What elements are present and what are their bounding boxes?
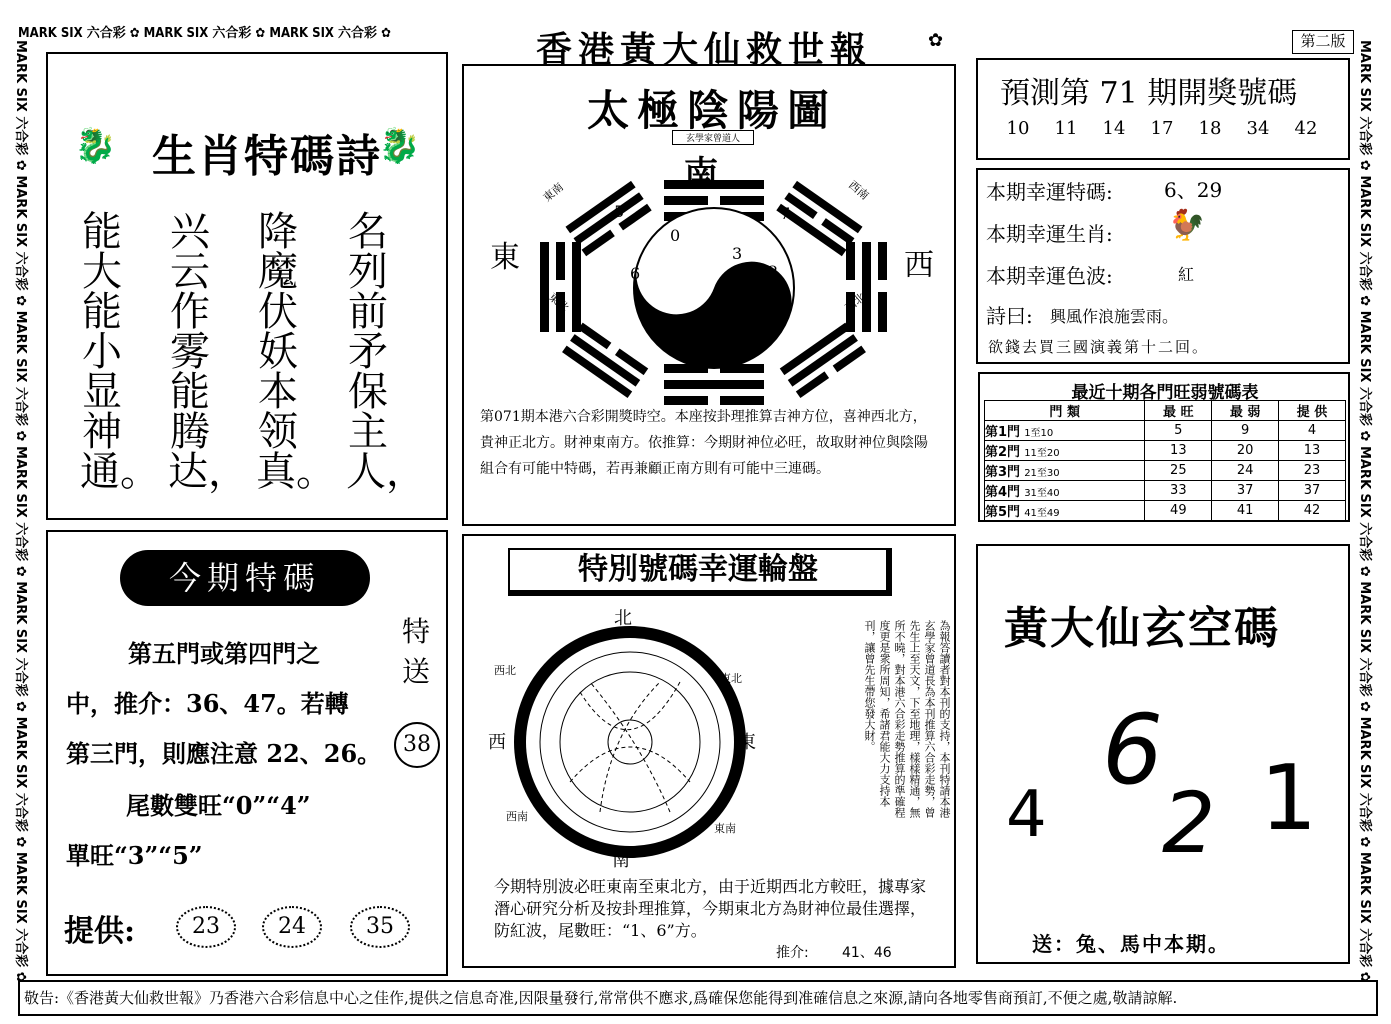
taiji-east: 東 [490,240,520,275]
table-header: 最 弱 [1212,401,1279,421]
taiji-number: 2 [768,262,779,281]
prediction-numbers [994,118,1334,139]
poem-line: 興風作浪施雲雨。 [1050,307,1179,326]
lucky-zodiac-label: 本期幸運生肖: [986,222,1113,246]
recommend-values: 41、46 [842,945,892,961]
taiji-caption: 玄學家曾道人 [672,130,754,145]
lucky-number-label: 本期幸運特碼: [986,180,1113,204]
xuankong-title: 黃大仙玄空碼 [1004,603,1280,654]
door-table [984,400,1346,521]
notice-bar: 敬告:《香港黃大仙救世報》乃香港六合彩信息中心之佳作,提供之信息奇准,因限量發行,常常供不應求,爲確保您能得到准確信息之來源,請向各地零售商預訂,不便之處,敬請諒解. [18,980,1378,1016]
taiji-description: 第071期本港六合彩開獎時空。本座按卦理推算吉神方位，喜神西北方，貴神正北方。財神東南方。依推算：今期財神位必旺，故取財神位與陰陽組合有可能中特碼，若再兼顧正南方則有可能中三連碼。 [480,409,928,477]
table-row: 第5門 41至49 49 41 42 [985,501,1346,521]
lucky-number-value: 6、29 [1164,178,1223,202]
xuankong-digit: 1 [1260,746,1318,851]
prediction-number: 34 [1246,118,1270,139]
table-row: 第2門 11至20 13 20 13 [985,441,1346,461]
taiji-label: 東南 [540,180,566,205]
taiji-number: 5 [614,202,625,221]
page-label: 第二版 [1292,30,1354,54]
wheel-body: 今期特別波必旺東南至東北方，由于近期西北方較旺，據專家潛心研究分析及按卦理推算，今期東北方為財神位最佳選擇，防紅波，尾數旺：“1、6”方。 [494,877,927,940]
wheel-dir-se: 東南 [714,822,736,835]
provide-label: 提供: [64,914,136,949]
xuankong-panel [976,544,1350,964]
taiji-number: 3 [732,244,743,263]
wheel-title: 特別號碼幸運輪盤 [508,548,892,596]
special-line: 單旺“3”“5” [66,841,203,870]
poem-panel [46,52,448,520]
prediction-number: 42 [1294,118,1318,139]
lucky-panel [976,168,1350,364]
wheel-dir-e: 東 [738,732,756,753]
recommend-label: 推介: [776,945,809,961]
table-row: 第3門 21至30 25 24 23 [985,461,1346,481]
prediction-number: 17 [1150,118,1174,139]
wheel-dir-s: 南 [612,850,630,871]
gift-label: 特送 [402,615,431,688]
lucky-color-label: 本期幸運色波: [986,264,1113,288]
wheel-dir-w: 西 [488,732,506,753]
special-title: 今期特碼 [120,550,370,606]
poem-column: 兴云作雾能腾达， [168,209,248,495]
prediction-number: 11 [1054,118,1078,139]
wheel-dir-nw: 西北 [494,664,516,677]
special-panel [46,530,448,976]
poem-column: 名列前矛保主人， [346,209,426,495]
poem-column: 降魔伏妖本领真。 [256,209,336,495]
rooster-icon: 🐓 [1168,208,1206,243]
masthead-title: 香港黃大仙救世報 [535,29,872,71]
table-row: 第1門 1至10 5 9 4 [985,421,1346,441]
special-line: 第五門或第四門之 [128,639,320,668]
table-title: 最近十期各門旺弱號碼表 [1071,383,1259,403]
taiji-number: 7 [780,204,791,223]
gift-number: 38 [394,722,440,768]
brand-strip-left: MARK SIX 六合彩 ✿ MARK SIX 六合彩 ✿ MARK SIX 六合彩 ✿ MARK SIX 六合彩 ✿ MARK SIX 六合彩 ✿ MARK SIX 六合彩 ✿ MARK SIX 六合彩 ✿ [13,40,28,983]
prediction-title: 預測第 71 期開獎號碼 [1000,76,1298,111]
provide-number: 35 [350,906,410,948]
brand-strip-text: MARK SIX 六合彩 [269,26,378,41]
brand-strip-top: MARK SIX 六合彩 ✿ MARK SIX 六合彩 ✿ MARK SIX 六合彩 ✿ [18,26,391,41]
taiji-title: 太極陰陽圖 [586,86,837,135]
taiji-north: 北 [686,324,720,364]
xuankong-digit: 6 [1102,694,1164,806]
table-header: 門 類 [985,401,1145,421]
dragon-left-icon: 🐉 [74,126,117,166]
taiji-number: 6 [630,264,641,283]
taiji-south: 南 [684,154,718,194]
brand-strip-text: MARK SIX 六合彩 [18,26,126,41]
special-line: 尾數雙旺“0”“4” [126,791,311,820]
provide-number: 23 [176,906,236,948]
brand-strip-text: MARK SIX 六合彩 [143,26,252,41]
prediction-panel [976,58,1350,160]
lucky-color-value: 紅 [1178,265,1195,284]
taiji-number: 0 [670,226,681,245]
flower-icon: ✿ [928,30,944,51]
table-panel [978,372,1350,522]
poem-label: 詩曰: [986,304,1033,328]
taiji-label: 西北 [842,290,868,315]
brand-strip-right: MARK SIX 六合彩 ✿ MARK SIX 六合彩 ✿ MARK SIX 六合彩 ✿ MARK SIX 六合彩 ✿ MARK SIX 六合彩 ✿ MARK SIX 六合彩 ✿ MARK SIX 六合彩 ✿ [1357,40,1372,983]
poem-column: 能大能小显神通。 [80,209,160,495]
table-header: 最 旺 [1145,401,1212,421]
prediction-number: 10 [1006,118,1030,139]
xuankong-digit: 2 [1162,774,1216,872]
wheel-side-text: 為報答讀者對本刊的支持，本刊特請本港玄學家曾道長為本刊推算六合彩走勢，曾先生上至天文，下至地理，樣樣精通，無所不曉，對本港六合彩走勢推算的準確程度更是衆所周知，希諸君能大力支持本刊，讓曾先生帶您發大財。 [863,620,951,818]
taiji-panel [462,64,956,526]
xuankong-digit: 4 [1006,778,1047,852]
poem-title: 生肖特碼詩 [152,131,382,182]
prediction-number: 14 [1102,118,1126,139]
wheel-panel [462,534,956,968]
special-line: 中，推介：36、47。若轉 [66,689,349,718]
dragon-right-icon: 🐉 [378,126,421,166]
taiji-west: 西 [904,248,934,283]
taiji-label: 東北 [546,290,572,315]
poem-line: 欲錢去買三國演義第十二回。 [988,338,1210,356]
taiji-label: 西南 [846,178,872,203]
wheel-dir-sw: 西南 [506,810,528,823]
special-line: 第三門，則應注意 22、26。 [66,739,382,768]
wheel-dir-ne: 東北 [720,672,742,685]
xuankong-footer: 送：兔、馬中本期。 [1032,932,1230,956]
table-row: 第4門 31至40 33 37 37 [985,481,1346,501]
wheel-dir-n: 北 [614,608,632,629]
provide-number: 24 [262,906,322,948]
table-header: 提 供 [1279,401,1346,421]
prediction-number: 18 [1198,118,1222,139]
